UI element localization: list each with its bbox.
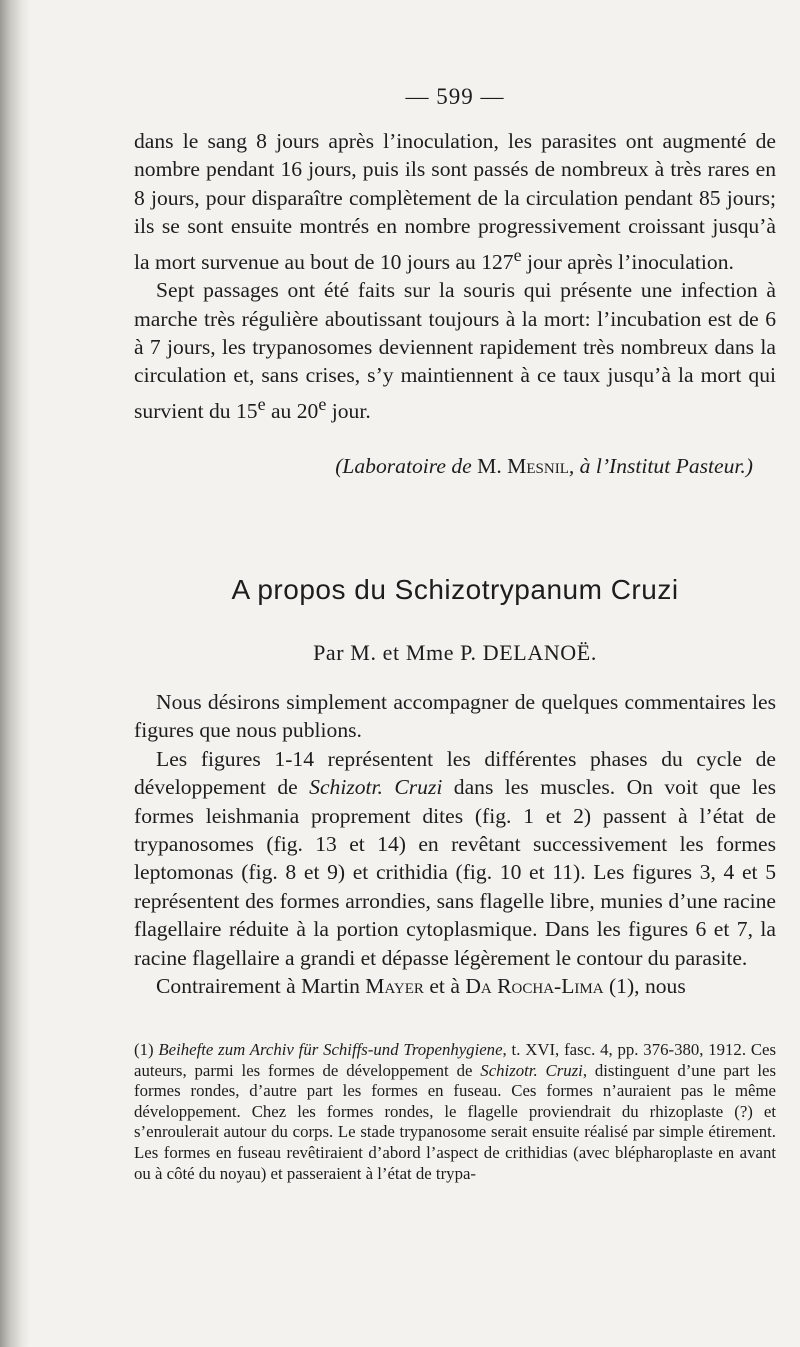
continuation-paragraph-2: Sept passages ont été faits sur la souris qui présente une infection à marche très régulière aboutissant toujours à la mort: l’incubation est de 6 à 7 jours, les trypanosomes deviennent rapidement très nombreux dans la circulation et, sans crises, s’y maintiennent à ce taux jusqu’à la mort qui survient du 15e au 20e jour. [134,278,776,424]
article-body [134,688,776,1000]
article-paragraph-1: Nous désirons simplement accompagner de quelques commentaires les figures que nous publions. [134,690,776,743]
footnote [134,1040,776,1184]
page-number: — 599 — [405,84,505,109]
article-title: A propos du Schizotrypanum Cruzi [231,574,679,605]
article-paragraph-3: Contrairement à Martin Mayer et à Da Rocha-Lima (1), nous [156,974,686,999]
footnote-text: (1) Beihefte zum Archiv für Schiffs-und Tropenhygiene, t. XVI, fasc. 4, pp. 376-380, 1912. Ces auteurs, parmi les formes de développement de Schizotr. Cruzi, distinguent d’une part les formes rondes, d’autre part les formes en fuseau. Ces formes n’auraient pas le même développement. Chez les formes rondes, le flagelle proviendrait du rhizoplaste (?) et s’enroulerait autour du corps. Le stade trypanosome serait ensuite réalisé par simple étirement. Les formes en fuseau revêtiraient d’abord l’aspect de crithidias (avec blépharoplaste en avant ou à côté du noyau) et passeraient à l’état de trypa- [134,1040,777,1183]
continuation-paragraph-1: dans le sang 8 jours après l’inoculation, les parasites ont augmenté de nombre pendant 16 jours, puis ils sont passés de nombreux à très rares en 8 jours, pour disparaître complètement de la circulation pendant 85 jours; ils se sont ensuite montrés en nombre progressivement croissant jusqu’à la mort survenue au bout de 10 jours au 127e jour après l’inoculation. [134,129,776,274]
article-paragraph-2: Les figures 1-14 représentent les différentes phases du cycle de développement de Schizotr. Cruzi dans les muscles. On voit que les formes leishmania proprement dites (fig. 1 et 2) passent à l’état de trypanosomes (fig. 13 et 14) en revêtant successivement les formes leptomonas (fig. 8 et 9) et crithidia (fig. 10 et 11). Les figures 3, 4 et 5 représentent des formes arrondies, sans flagelle libre, munies d’une racine flagellaire réduite à la portion cytoplasmique. Dans les figures 6 et 7, la racine flagellaire a grandi et dépasse légèrement le contour du parasite. [134,746,776,970]
page-gutter-shadow [0,0,30,1347]
article-authors: Par M. et Mme P. DELANOË. [313,640,597,665]
previous-article-continuation [134,127,776,425]
laboratory-attribution: (Laboratoire de M. Mesnil, à l’Institut Pasteur.) [335,454,753,478]
